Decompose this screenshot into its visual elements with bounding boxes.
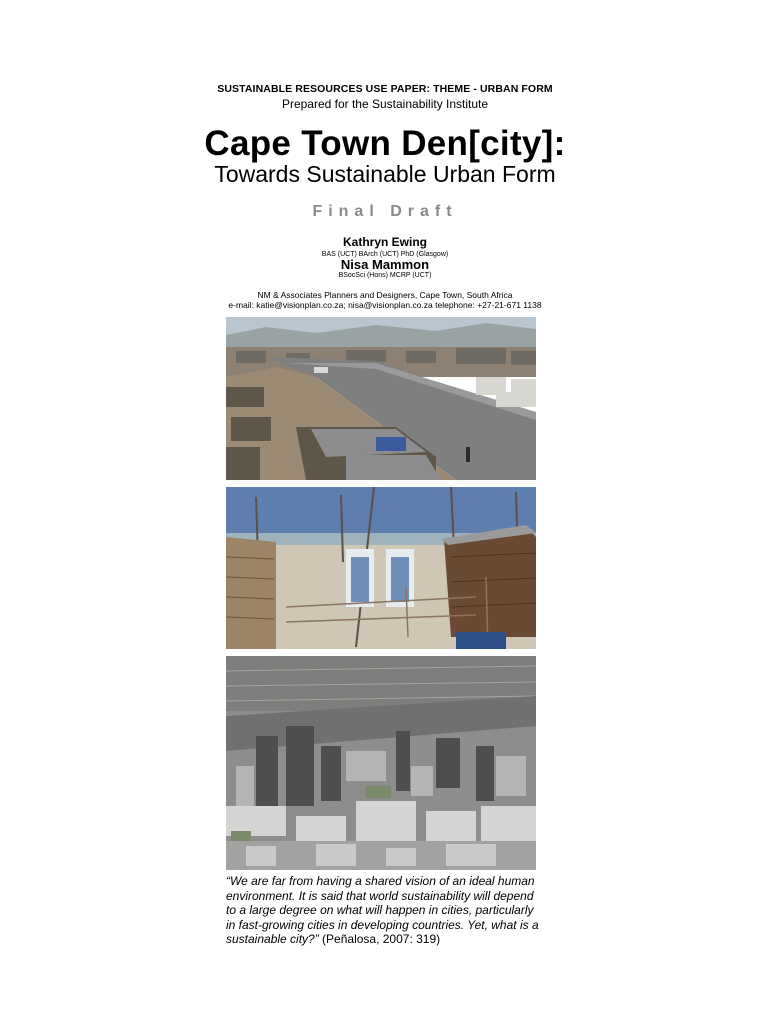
author-credentials-2: BSocSci (Hons) MCRP (UCT): [338, 272, 432, 279]
shacks-toilets-photo: [226, 487, 536, 649]
author-credentials-1: BAS (UCT) BArch (UCT) PhD (Glasgow): [321, 251, 449, 258]
draft-label: Final Draft: [312, 203, 458, 220]
quote-text: “We are far from having a shared vision of an ideal human environment. It is said that world sustainability will depend to a large degree on what will happen in cities, particularly in fast-growing cities in developing countries. Yet, what is a sustainable city?”: [226, 874, 539, 947]
document-title: Cape Town Den[city]:: [204, 124, 566, 163]
author-name-2: Nisa Mammon: [340, 257, 430, 272]
author-name-1: Kathryn Ewing: [342, 235, 427, 249]
quote-citation: (Peñalosa, 2007: 319): [318, 932, 441, 947]
theme-line: SUSTAINABLE RESOURCES USE PAPER: THEME - URBAN FORM: [217, 83, 553, 95]
contact-line: e-mail: katie@visionplan.co.za; nisa@visionplan.co.za telephone: +27-21-671 1138: [228, 300, 542, 310]
organization-line: NM & Associates Planners and Designers, Cape Town, South Africa: [257, 290, 513, 300]
closing-quote: [226, 874, 546, 947]
road-settlement-photo: [226, 317, 536, 480]
city-aerial-photo: [226, 656, 536, 870]
prepared-for-line: Prepared for the Sustainability Institute: [281, 97, 489, 111]
document-subtitle: Towards Sustainable Urban Form: [214, 161, 556, 187]
